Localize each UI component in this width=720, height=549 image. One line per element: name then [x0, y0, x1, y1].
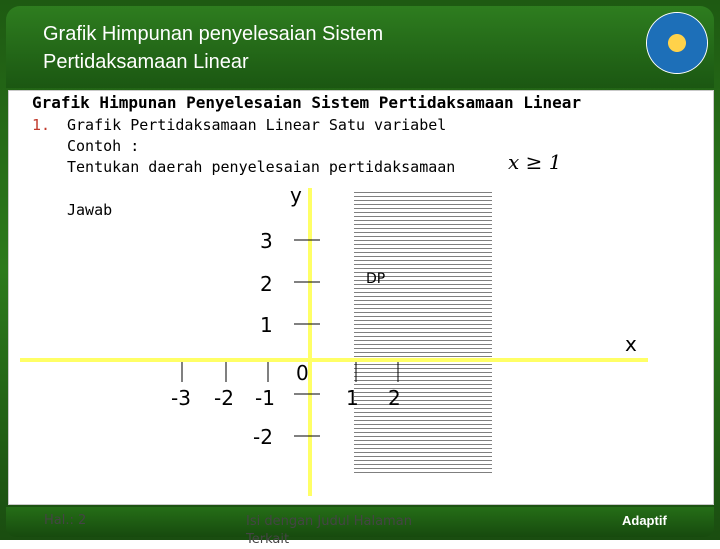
footer-right-text: Adaptif	[622, 513, 667, 528]
answer-label: Jawab	[67, 201, 113, 219]
x-tick-label-neg2: -2	[214, 386, 234, 410]
inequality-expression: x ≥ 1	[508, 150, 562, 174]
y-tick-label-1: 1	[260, 313, 273, 337]
footer-center-text: Isi dengan Judul Halaman Terkait	[246, 514, 412, 547]
x-tick-label-neg1: -1	[255, 386, 275, 410]
x-tick-label-neg3: -3	[171, 386, 191, 410]
slide-title-line-2: Pertidaksamaan Linear	[43, 51, 249, 73]
footer-page-number: Hal.: 2	[44, 513, 87, 528]
x-axis-label: x	[625, 332, 637, 356]
solution-region	[354, 190, 492, 475]
x-tick-label-2: 2	[388, 386, 401, 410]
x-tick-label-1: 1	[346, 386, 359, 410]
y-tick-label-3: 3	[260, 229, 273, 253]
region-label: DP	[366, 271, 386, 287]
y-tick-label-neg2: -2	[253, 425, 273, 449]
slide-title-line-1: Grafik Himpunan penyelesaian Sistem	[43, 23, 384, 45]
origin-label: 0	[296, 361, 309, 385]
item-title: Grafik Pertidaksamaan Linear Satu variabel	[67, 116, 447, 134]
example-label: Contoh :	[67, 137, 140, 155]
y-tick-label-2: 2	[260, 272, 273, 296]
section-heading: Grafik Himpunan Penyelesaian Sistem Pertidaksamaan Linear	[32, 93, 582, 112]
instruction-text: Tentukan daerah penyelesaian pertidaksamaan	[67, 158, 456, 176]
y-axis-label: y	[290, 183, 302, 207]
item-number-text: 1.	[32, 116, 51, 134]
